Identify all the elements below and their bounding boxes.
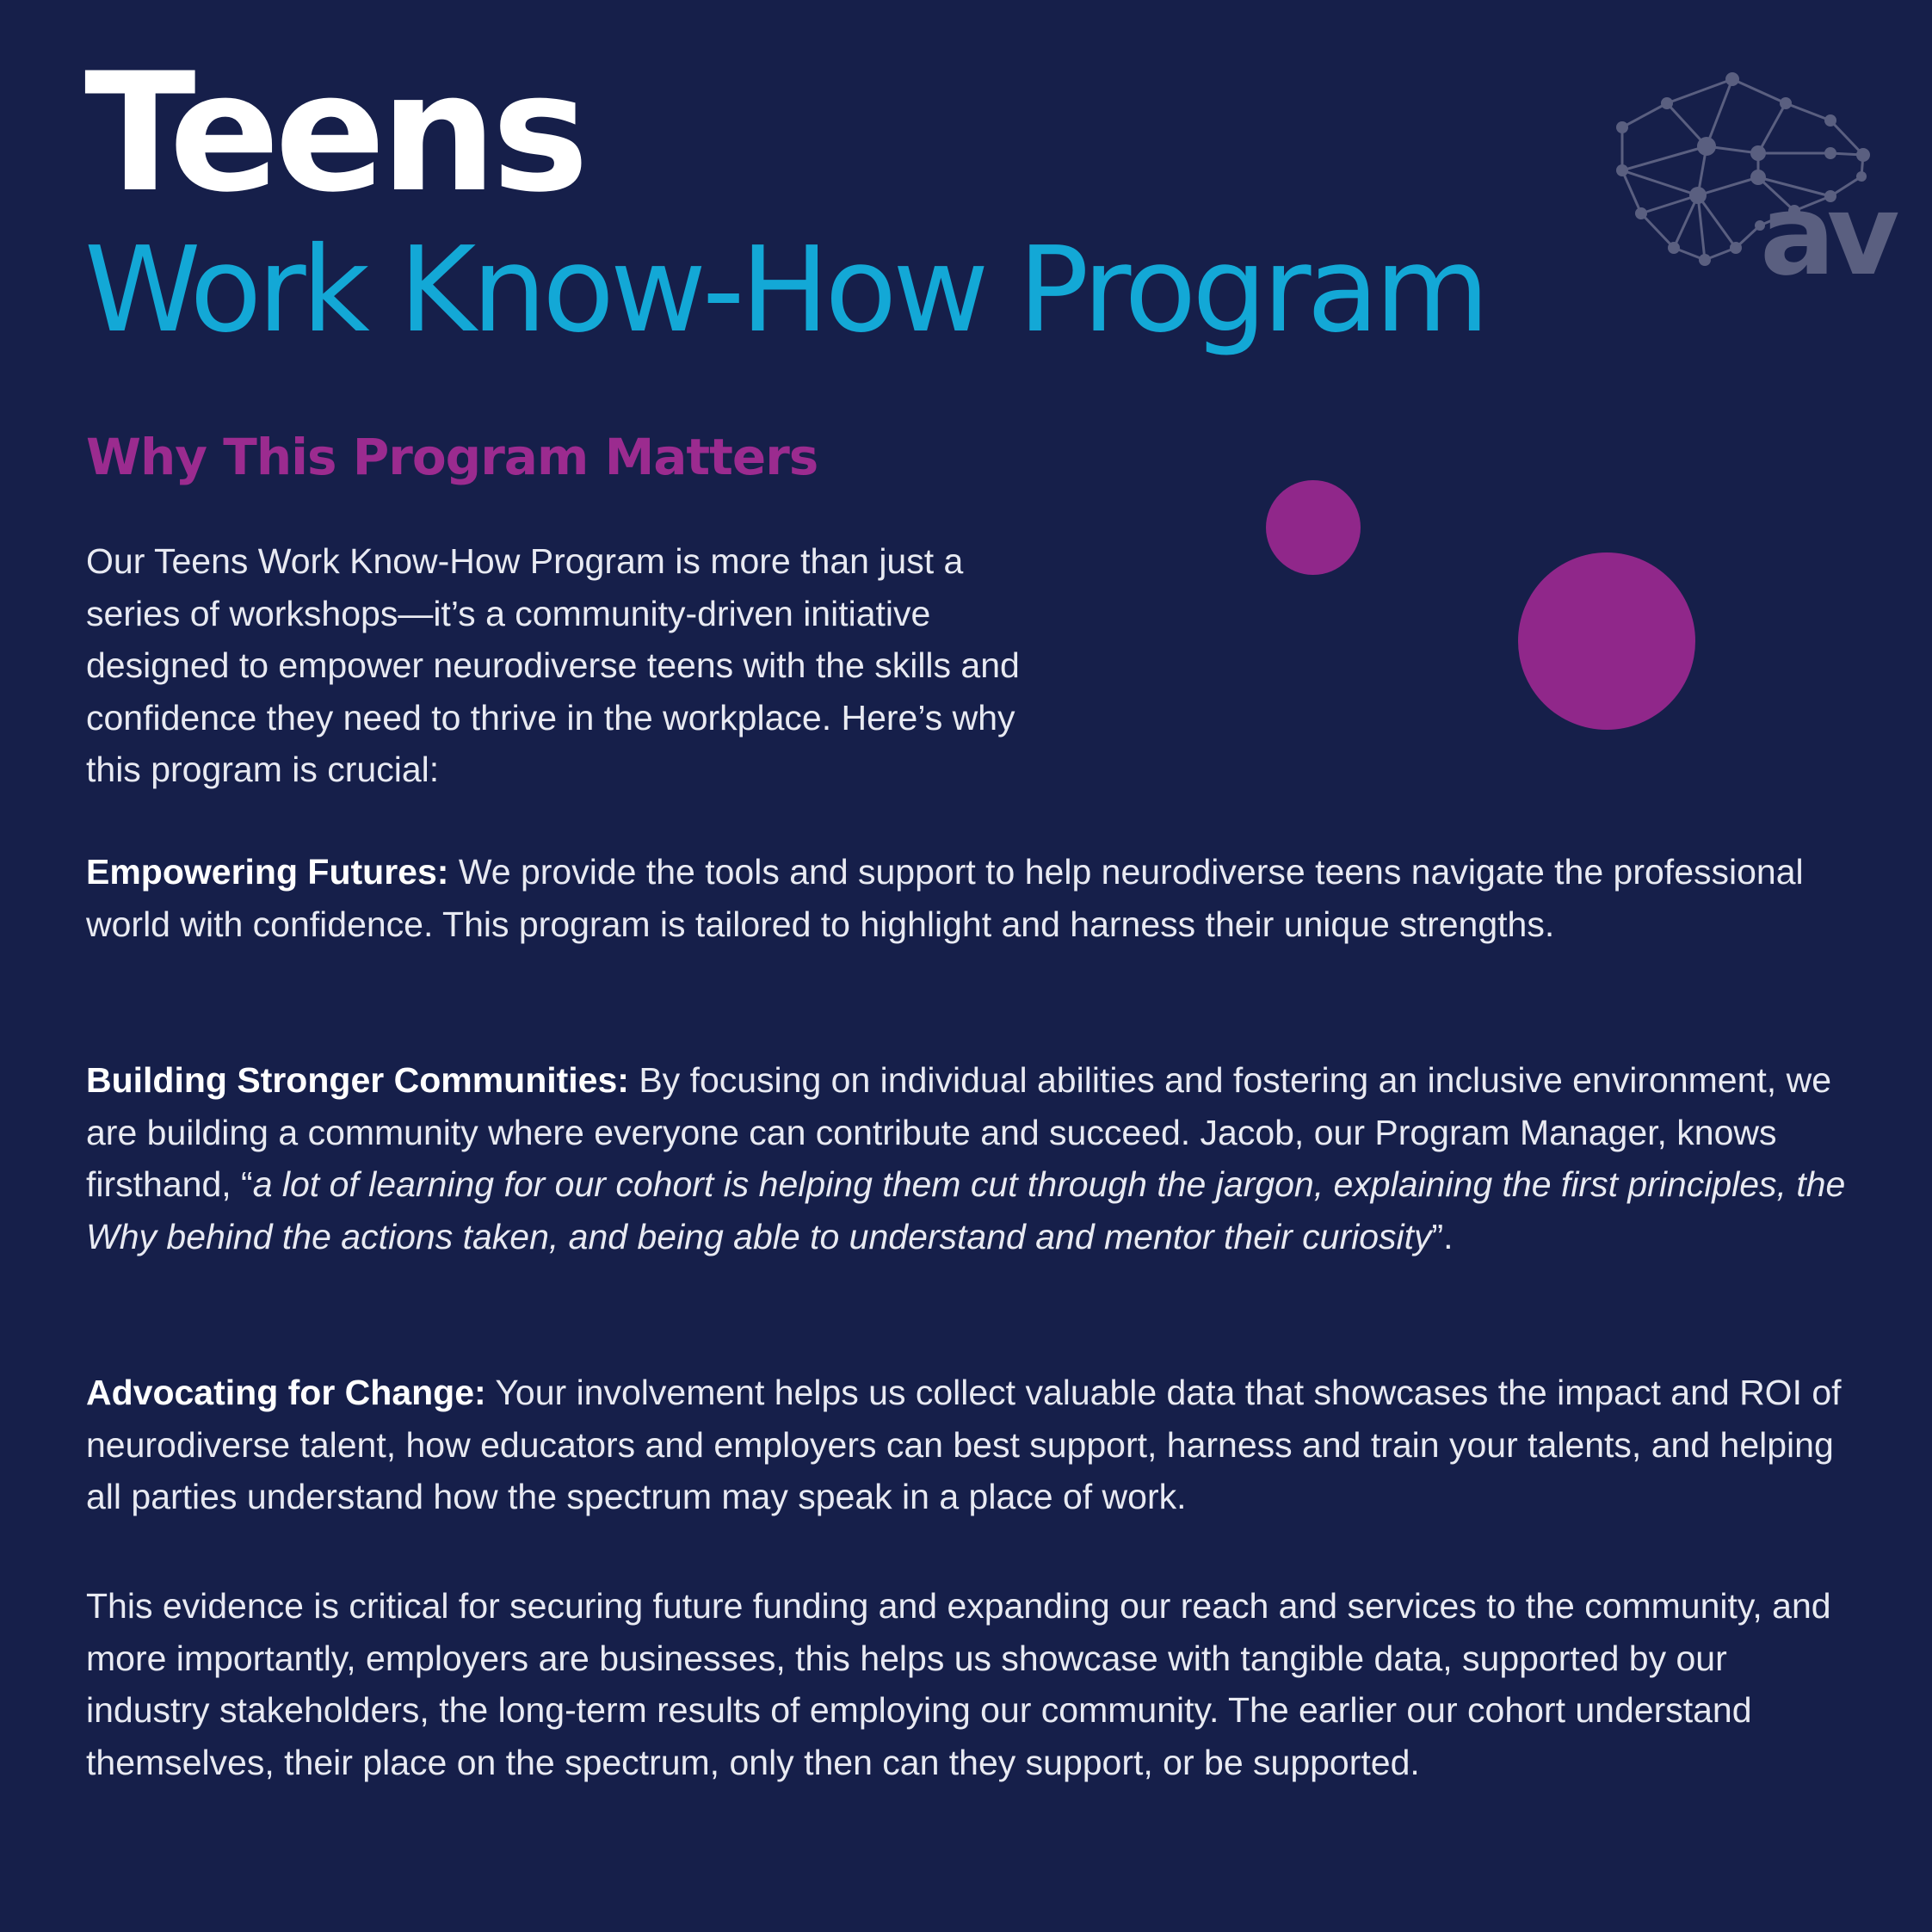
point-label: Empowering Futures:	[86, 852, 449, 892]
manager-quote: a lot of learning for our cohort is helping them cut through the jargon, explaining the first principles, the Why behind the actions taken, and being able to understand and mentor their curiosity	[86, 1164, 1846, 1256]
page-subtitle: Work Know-How Program	[84, 222, 1485, 359]
point-advocating-change	[86, 1367, 1859, 1523]
point-text: By focusing on individual abilities and fostering an inclusive environment, we are building a community where everyone can contribute and succeed. Jacob, our Program Manager, knows firsthand, “	[86, 1060, 1832, 1204]
page-title: Teens	[84, 38, 584, 228]
point-building-communities	[86, 1054, 1859, 1262]
intro-paragraph: Our Teens Work Know-How Program is more than just a series of workshops—it’s a community-driven initiative designed to empower neurodiverse teens with the skills and confidence they need to thrive in the workplace. Here’s why this program is crucial:	[86, 541, 1020, 789]
brand-logo	[1605, 69, 1906, 318]
quote-close: ”.	[1431, 1216, 1454, 1256]
point-text: We provide the tools and support to help neurodiverse teens navigate the professional world with confidence. This program is tailored to highlight and harness their unique strengths.	[86, 852, 1804, 944]
point-label: Advocating for Change:	[86, 1373, 486, 1412]
point-label: Building Stronger Communities:	[86, 1060, 629, 1100]
point-empowering-futures	[86, 846, 1859, 950]
decorative-dot-small	[1266, 480, 1361, 575]
section-heading: Why This Program Matters	[86, 428, 818, 486]
decorative-dot-large	[1518, 552, 1695, 730]
logo-text: av	[1760, 170, 1892, 300]
closing-paragraph: This evidence is critical for securing future funding and expanding our reach and services to the community, and more importantly, employers are businesses, this helps us showcase with tangible data, supported by our industry stakeholders, the long-term results of employing our community. The earlier our cohort understand themselves, their place on the spectrum, only then can they support, or be supported.	[86, 1586, 1831, 1782]
point-text: Your involvement helps us collect valuable data that showcases the impact and ROI of neurodiverse talent, how educators and employers can best support, harness and train your talents, and helping all parties understand how the spectrum may speak in a place of work.	[86, 1373, 1842, 1516]
brand-logo-text	[1605, 69, 1906, 318]
